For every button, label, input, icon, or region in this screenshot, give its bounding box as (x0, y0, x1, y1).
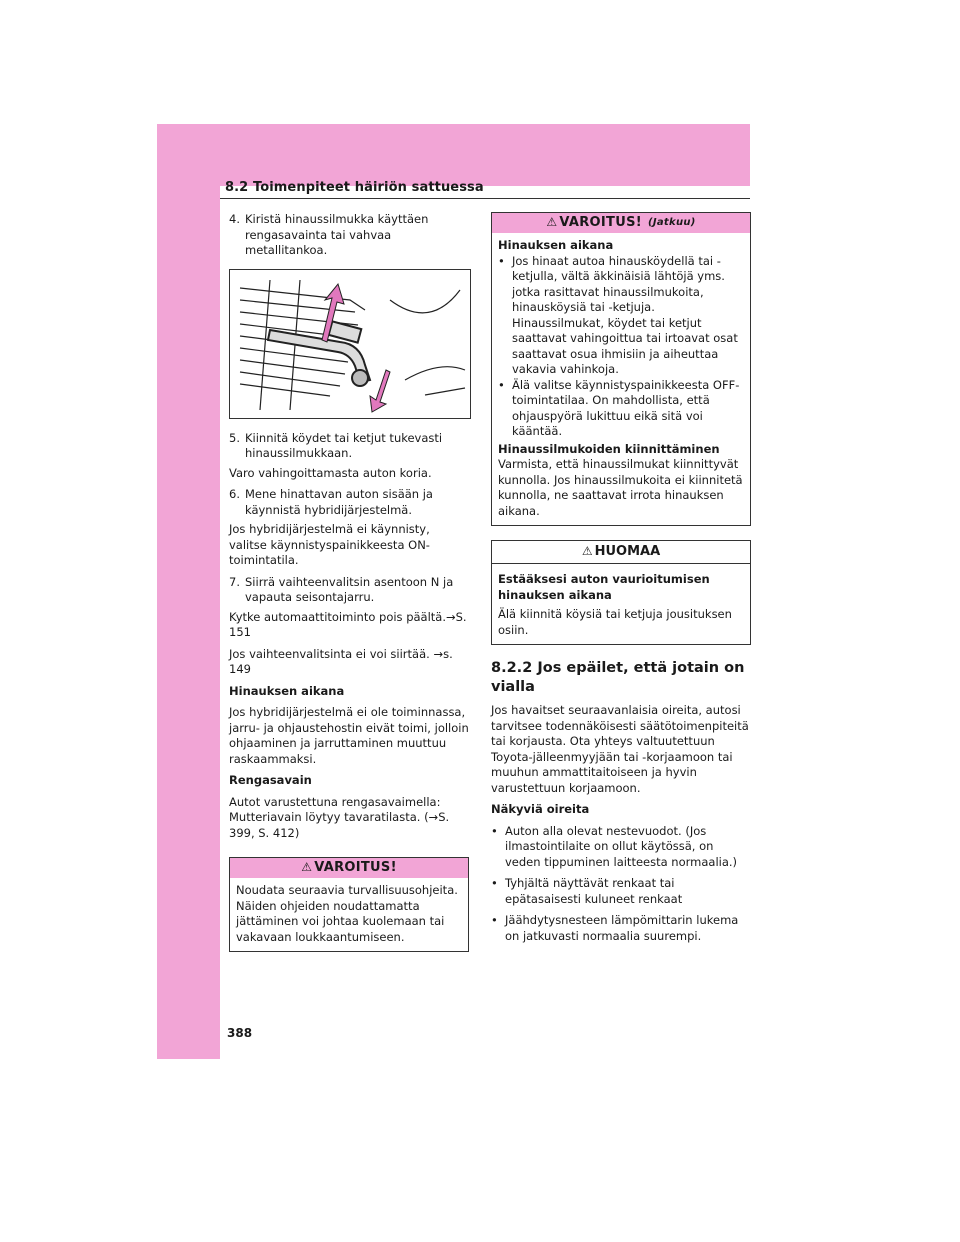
notice-title-bar (492, 541, 750, 564)
tow-eyelet-illustration (229, 269, 471, 419)
page-number: 388 (227, 1026, 253, 1040)
step-4 (229, 212, 469, 259)
warning-subheading: Hinauksen aikana (498, 238, 614, 252)
step-7 (229, 575, 469, 606)
step-text: Kiristä hinaussilmukka käyttäen rengasavainta tai vahvaa metallitankoa. (245, 212, 429, 257)
warning-body (492, 233, 750, 525)
notice-subheading: Estääksesi auton vaurioitumisen hinauksen aikana (498, 572, 710, 602)
warning-box (229, 857, 469, 952)
warning-title-bar (492, 213, 750, 233)
list-item (498, 254, 744, 378)
side-tab (157, 124, 220, 1059)
step-number: 5. (229, 430, 240, 445)
notice-box (491, 540, 751, 645)
bullet-icon: • (491, 876, 498, 890)
list-item (491, 876, 751, 907)
warning-subheading: Hinaussilmukoiden kiinnittäminen (498, 441, 720, 456)
step-text: Mene hinattavan auton sisään ja käynnistä hybridijärjestelmä. (245, 487, 433, 517)
step-number: 7. (229, 574, 240, 589)
warning-title: VAROITUS! (559, 215, 642, 231)
list-item-text: Jäähdytysnesteen lämpömittarin lukema on jatkuvasti normaalia suurempi. (505, 913, 739, 943)
bullet-icon: • (491, 913, 498, 927)
header-rule (220, 198, 750, 199)
warning-title: VAROITUS! (314, 860, 397, 876)
symptoms-heading: Näkyviä oireita (491, 802, 590, 816)
header-band (157, 124, 750, 186)
step-text: Siirrä vaihteenvalitsin asentoon N ja vapauta seisontajarru. (245, 574, 454, 604)
list-item (491, 824, 751, 871)
notice-text: Älä kiinnitä köysiä tai ketjuja jousituksen osiin. (498, 607, 732, 637)
warning-icon: ⚠ (301, 860, 313, 875)
step-6 (229, 487, 469, 518)
intro-text: Jos havaitset seuraavanlaisia oireita, autosi tarvitsee todennäköisesti säätötoimenpiteitä tai korjausta. Ota yhteys valtuutettuun Toyota-jälleenmyyjään tai -korjaamoon tai muuhun ammattitaitoiseen ja hyvin varustettuun korjaamoon. (491, 703, 749, 795)
continued-label: (Jatkuu) (647, 217, 696, 229)
section-title: 8.2 Toimenpiteet häiriön sattuessa (225, 180, 484, 195)
towing-text: Jos hybridijärjestelmä ei ole toiminnassa, jarru- ja ohjaustehostin eivät toimi, jolloin ohjaaminen ja jarruttaminen muuttuu raskaammaksi. (229, 705, 469, 766)
left-column (229, 212, 469, 952)
list-item-text: Tyhjältä näyttävät renkaat tai epätasaisesti kuluneet renkaat (505, 876, 683, 906)
section-heading: 8.2.2 Jos epäilet, että jotain on vialla (491, 660, 745, 695)
step-5 (229, 431, 469, 462)
warning-title-bar (230, 858, 468, 878)
step-number: 6. (229, 487, 240, 501)
step-note: Jos hybridijärjestelmä ei käynnisty, valitse käynnistyspainikkeesta ON-toimintatila. (229, 522, 430, 567)
list-item-text: Älä valitse käynnistyspainikkeesta OFF-toimintatilaa. On mahdollista, että ohjauspyörä lukittuu eikä sitä voi kääntää. (512, 377, 740, 438)
bullet-icon: • (498, 377, 505, 392)
step-note: Kytke automaattitoiminto pois päältä.→S. 151 (229, 609, 467, 639)
step-number: 4. (229, 212, 240, 226)
wrench-heading: Rengasavain (229, 773, 312, 787)
list-item-text: Jos hinaat autoa hinausköydellä tai -ketjulla, vältä äkkinäisiä lähtöjä yms. jotka rasittavat hinaussilmukoita, hinausköysiä tai -ketjuja. Hinaussilmukat, köydet tai ketjut saattavat vahingoittua tai irtoavat osat saattavat osua ihmisiin ja aiheuttaa vakavia vahinkoja. (512, 253, 738, 376)
warning-icon: ⚠ (546, 215, 558, 230)
notice-icon: ⚠ (581, 544, 593, 559)
towing-heading: Hinauksen aikana (229, 683, 345, 698)
notice-body (492, 564, 750, 644)
warning-paragraph: Varmista, että hinaussilmukat kiinnittyvät kunnolla. Jos hinaussilmukoita ei kiinnitetä kunnolla, ne saattavat irrota hinauksen aikana. (498, 457, 743, 518)
list-item-text: Auton alla olevat nestevuodot. (Jos ilmastointilaite on ollut käytössä, on veden tippuminen laitteesta normaalia.) (505, 823, 738, 869)
step-note: Varo vahingoittamasta auton koria. (229, 465, 432, 480)
bullet-icon: • (491, 823, 498, 838)
list-item (498, 378, 744, 440)
warning-text: Noudata seuraavia turvallisuusohjeita. Näiden ohjeiden noudattamatta jättäminen voi johtaa kuolemaan tai vakavaan loukkaantumiseen. (236, 883, 458, 944)
warning-continued-box (491, 212, 751, 526)
step-note: Jos vaihteenvalitsinta ei voi siirtää. →s. 149 (229, 646, 453, 676)
right-column (491, 212, 751, 944)
notice-title: HUOMAA (594, 544, 661, 560)
bullet-icon: • (498, 253, 505, 268)
list-item (491, 913, 751, 944)
step-text: Kiinnitä köydet tai ketjut tukevasti hinaussilmukkaan. (245, 430, 443, 460)
wrench-text: Autot varustettuna rengasavaimella: Mutteriavain löytyy tavaratilasta. (→S. 399, S. 412) (229, 794, 450, 840)
